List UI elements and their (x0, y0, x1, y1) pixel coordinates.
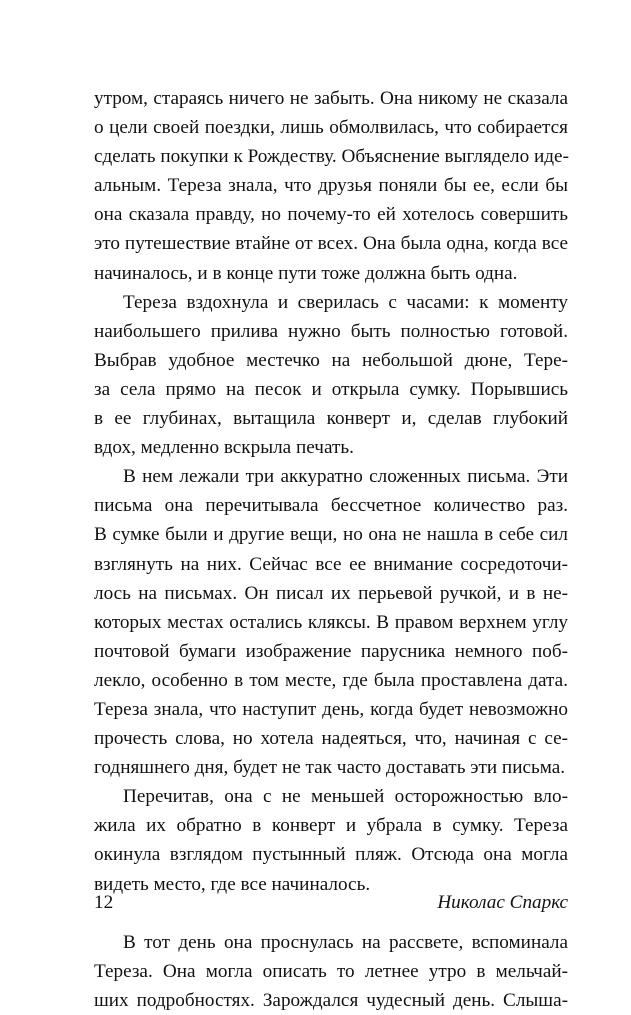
text-line: лекло, особенно в том месте, где была проставлена дата. (94, 669, 568, 691)
text-line: Тереза знала, что наступит день, когда будет невозможно (94, 698, 568, 720)
text-line: Выбрав удобное местечко на небольшой дюне, Тере- (94, 349, 568, 371)
text-line: окинула взглядом пустынный пляж. Отсюда она могла (94, 844, 568, 866)
running-head-author: Николас Спаркс (437, 892, 568, 913)
text-line: начиналось, и в конце пути тоже должна быть одна. (94, 262, 518, 284)
text-line: почтовой бумаги изображение парусника немного поб- (94, 640, 568, 662)
text-line: о цели своей поездки, лишь обмолвилась, что собирается (94, 117, 568, 139)
text-line: Тереза вздохнула и сверилась с часами: к моменту (123, 291, 568, 313)
text-line: видеть место, где все начиналось. (94, 873, 371, 895)
text-line: прочесть слова, но хотела надеяться, что, начиная с се- (94, 728, 568, 750)
body-text (94, 84, 568, 1015)
page-number: 12 (94, 892, 114, 913)
text-line: в ее глубинах, вытащила конверт и, сделав глубокий (94, 408, 568, 430)
text-line: альным. Тереза знала, что друзья поняли бы ее, если бы (94, 175, 568, 197)
text-line: годняшнего дня, будет не так часто доставать эти письма. (94, 757, 566, 779)
text-line: письма она перечитывала бессчетное количество раз. (94, 495, 568, 517)
text-line: взглянуть на них. Сейчас все ее внимание сосредоточи- (94, 553, 568, 575)
text-line: Тереза. Она могла описать то летнее утро в мельчай- (94, 960, 568, 982)
text-line: вдох, медленно вскрыла печать. (94, 437, 354, 459)
text-line: В тот день она проснулась на рассвете, вспоминала (123, 931, 568, 953)
text-line: Перечитав, она с не меньшей осторожностью вло- (123, 786, 568, 808)
text-line: она сказала правду, но почему-то ей хотелось совершить (94, 204, 568, 226)
text-line: жила их обратно в конверт и убрала в сумку. Тереза (94, 815, 568, 837)
text-line: это путешествие втайне от всех. Она была одна, когда все (94, 233, 568, 255)
text-line: ших подробностях. Зарождался чудесный день. Слыша- (94, 989, 568, 1011)
text-line: за села прямо на песок и открыла сумку. Порывшись (94, 378, 568, 400)
text-line: В нем лежали три аккуратно сложенных письма. Эти (123, 466, 568, 488)
text-line: сделать покупки к Рождеству. Объяснение выглядело иде- (94, 146, 569, 168)
page-footer (94, 888, 568, 918)
text-line: наибольшего прилива нужно быть полностью готовой. (94, 320, 568, 342)
text-line: В сумке были и другие вещи, но она не нашла в себе сил (94, 524, 568, 546)
text-line: которых местах остались кляксы. В правом верхнем углу (94, 611, 568, 633)
text-line: лось на письмах. Он писал их перьевой ручкой, и в не- (94, 582, 568, 604)
text-line: утром, стараясь ничего не забыть. Она никому не сказала (94, 88, 568, 109)
